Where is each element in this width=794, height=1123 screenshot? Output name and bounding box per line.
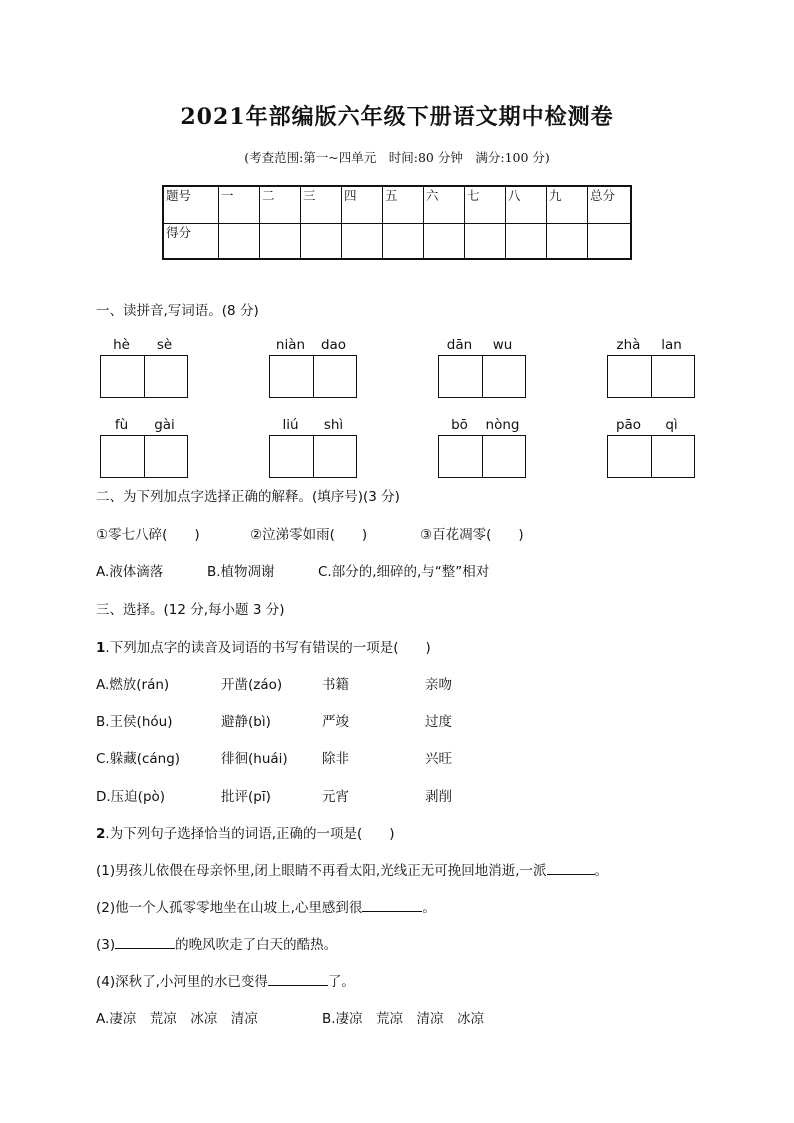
score-cell-blank[interactable] — [588, 224, 632, 260]
q2-option-a[interactable]: A.凄凉 荒凉 冰凉 清凉 — [96, 1011, 258, 1027]
pinyin-item — [269, 337, 357, 398]
sentence-2: (2)他一个人孤零零地坐在山坡上,心里感到很 。 — [96, 900, 436, 916]
score-cell-blank[interactable] — [506, 224, 547, 260]
pinyin-syllable: nòng — [485, 417, 520, 433]
option-b-word3: 严竣 — [322, 714, 349, 730]
writing-boxes[interactable] — [607, 355, 695, 398]
fill-blank[interactable] — [362, 899, 422, 912]
option-c-word2: 徘徊(huái) — [221, 751, 288, 767]
q2-option-b[interactable]: B.凄凉 荒凉 清凉 冰凉 — [322, 1011, 485, 1027]
pinyin-syllable: bō — [451, 417, 468, 433]
score-cell-blank[interactable] — [383, 224, 424, 260]
question-text: .下列加点字的读音及词语的书写有错误的一项是( ) — [105, 640, 431, 656]
option-c-word4: 兴旺 — [425, 751, 452, 767]
option-a-word3: 书籍 — [322, 677, 349, 693]
score-cell-header: 二 — [260, 186, 301, 224]
sentence-1: (1)男孩儿依偎在母亲怀里,闭上眼睛不再看太阳,光线正无可挽回地消逝,一派 。 — [96, 863, 608, 879]
pinyin-syllable: gài — [154, 417, 175, 433]
option-d-word4: 剥削 — [425, 789, 452, 805]
writing-boxes[interactable] — [269, 355, 357, 398]
option-c: C.部分的,细碎的,与“整”相对 — [318, 564, 490, 580]
score-cell-blank[interactable] — [301, 224, 342, 260]
writing-boxes[interactable] — [607, 435, 695, 478]
page-title: 2021年部编版六年级下册语文期中检测卷 — [180, 104, 614, 130]
pinyin-syllable: shì — [323, 417, 344, 433]
writing-boxes[interactable] — [269, 435, 357, 478]
score-cell-blank[interactable] — [342, 224, 383, 260]
score-cell-blank[interactable] — [547, 224, 588, 260]
question-1 — [96, 636, 431, 656]
writing-boxes[interactable] — [100, 355, 188, 398]
pinyin-syllable: dān — [446, 337, 473, 353]
pinyin-item — [438, 417, 526, 478]
score-table-score-row — [163, 224, 631, 260]
option-b: B.植物凋谢 — [207, 564, 275, 580]
score-cell-header: 九 — [547, 186, 588, 224]
option-b-word1: B.王侯(hóu) — [96, 714, 173, 730]
score-cell-header: 七 — [465, 186, 506, 224]
writing-boxes[interactable] — [100, 435, 188, 478]
option-d-word1: D.压迫(pò) — [96, 789, 166, 805]
score-cell-header: 六 — [424, 186, 465, 224]
sentence-3: (3) 的晚风吹走了白天的酷热。 — [96, 937, 338, 953]
word-item[interactable]: ③百花凋零( ) — [420, 527, 524, 543]
question-number: 1 — [96, 640, 106, 656]
exam-info: (考查范围:第一~四单元 时间:80 分钟 满分:100 分) — [244, 150, 550, 165]
score-cell-label: 题号 — [163, 186, 219, 224]
section2-heading: 二、为下列加点字选择正确的解释。(填序号)(3 分) — [96, 489, 400, 505]
pinyin-syllable: fù — [114, 417, 129, 433]
score-cell-label: 得分 — [163, 224, 219, 260]
option-b-word2: 避静(bì) — [221, 714, 271, 730]
pinyin-syllable: sè — [156, 337, 173, 353]
score-cell-blank[interactable] — [219, 224, 260, 260]
option-c-word3: 除非 — [322, 751, 349, 767]
question-number: 2 — [96, 826, 106, 842]
pinyin-syllable: wu — [492, 337, 513, 353]
writing-boxes[interactable] — [438, 435, 526, 478]
score-table — [162, 185, 632, 260]
fill-blank[interactable] — [547, 862, 595, 875]
fill-blank[interactable] — [115, 936, 175, 949]
pinyin-syllable: hè — [113, 337, 130, 353]
score-cell-header: 一 — [219, 186, 260, 224]
option-d-word3: 元宵 — [322, 789, 349, 805]
question-text: .为下列句子选择恰当的词语,正确的一项是( ) — [105, 826, 395, 842]
pinyin-item — [100, 337, 188, 398]
question-2 — [96, 822, 395, 842]
option-a-word2: 开凿(záo) — [221, 677, 283, 693]
score-cell-header: 五 — [383, 186, 424, 224]
writing-boxes[interactable] — [438, 355, 526, 398]
score-cell-header: 八 — [506, 186, 547, 224]
option-a: A.液体滴落 — [96, 564, 164, 580]
option-b-word4: 过度 — [425, 714, 452, 730]
section3-heading: 三、选择。(12 分,每小题 3 分) — [96, 602, 285, 618]
pinyin-item — [607, 337, 695, 398]
pinyin-item — [607, 417, 695, 478]
pinyin-syllable: liú — [282, 417, 299, 433]
option-c-word1: C.躲藏(cáng) — [96, 751, 181, 767]
score-cell-total-header: 总分 — [588, 186, 632, 224]
score-cell-blank[interactable] — [260, 224, 301, 260]
word-item[interactable]: ①零七八碎( ) — [96, 527, 200, 543]
pinyin-syllable: lan — [661, 337, 682, 353]
pinyin-syllable: niàn — [275, 337, 306, 353]
score-table-header-row — [163, 186, 631, 224]
section1-heading: 一、读拼音,写词语。(8 分) — [96, 303, 259, 319]
score-cell-blank[interactable] — [465, 224, 506, 260]
sentence-4: (4)深秋了,小河里的水已变得 了。 — [96, 974, 355, 990]
pinyin-syllable: qì — [665, 417, 678, 433]
score-cell-blank[interactable] — [424, 224, 465, 260]
score-cell-header: 三 — [301, 186, 342, 224]
option-d-word2: 批评(pī) — [221, 789, 271, 805]
pinyin-item — [438, 337, 526, 398]
score-cell-header: 四 — [342, 186, 383, 224]
pinyin-syllable: pāo — [615, 417, 642, 433]
pinyin-item — [269, 417, 357, 478]
option-a-word1: A.燃放(rán) — [96, 677, 170, 693]
word-item[interactable]: ②泣涕零如雨( ) — [250, 527, 368, 543]
fill-blank[interactable] — [268, 973, 328, 986]
pinyin-syllable: zhà — [616, 337, 641, 353]
pinyin-item — [100, 417, 188, 478]
option-a-word4: 亲吻 — [425, 677, 452, 693]
pinyin-syllable: dao — [320, 337, 347, 353]
